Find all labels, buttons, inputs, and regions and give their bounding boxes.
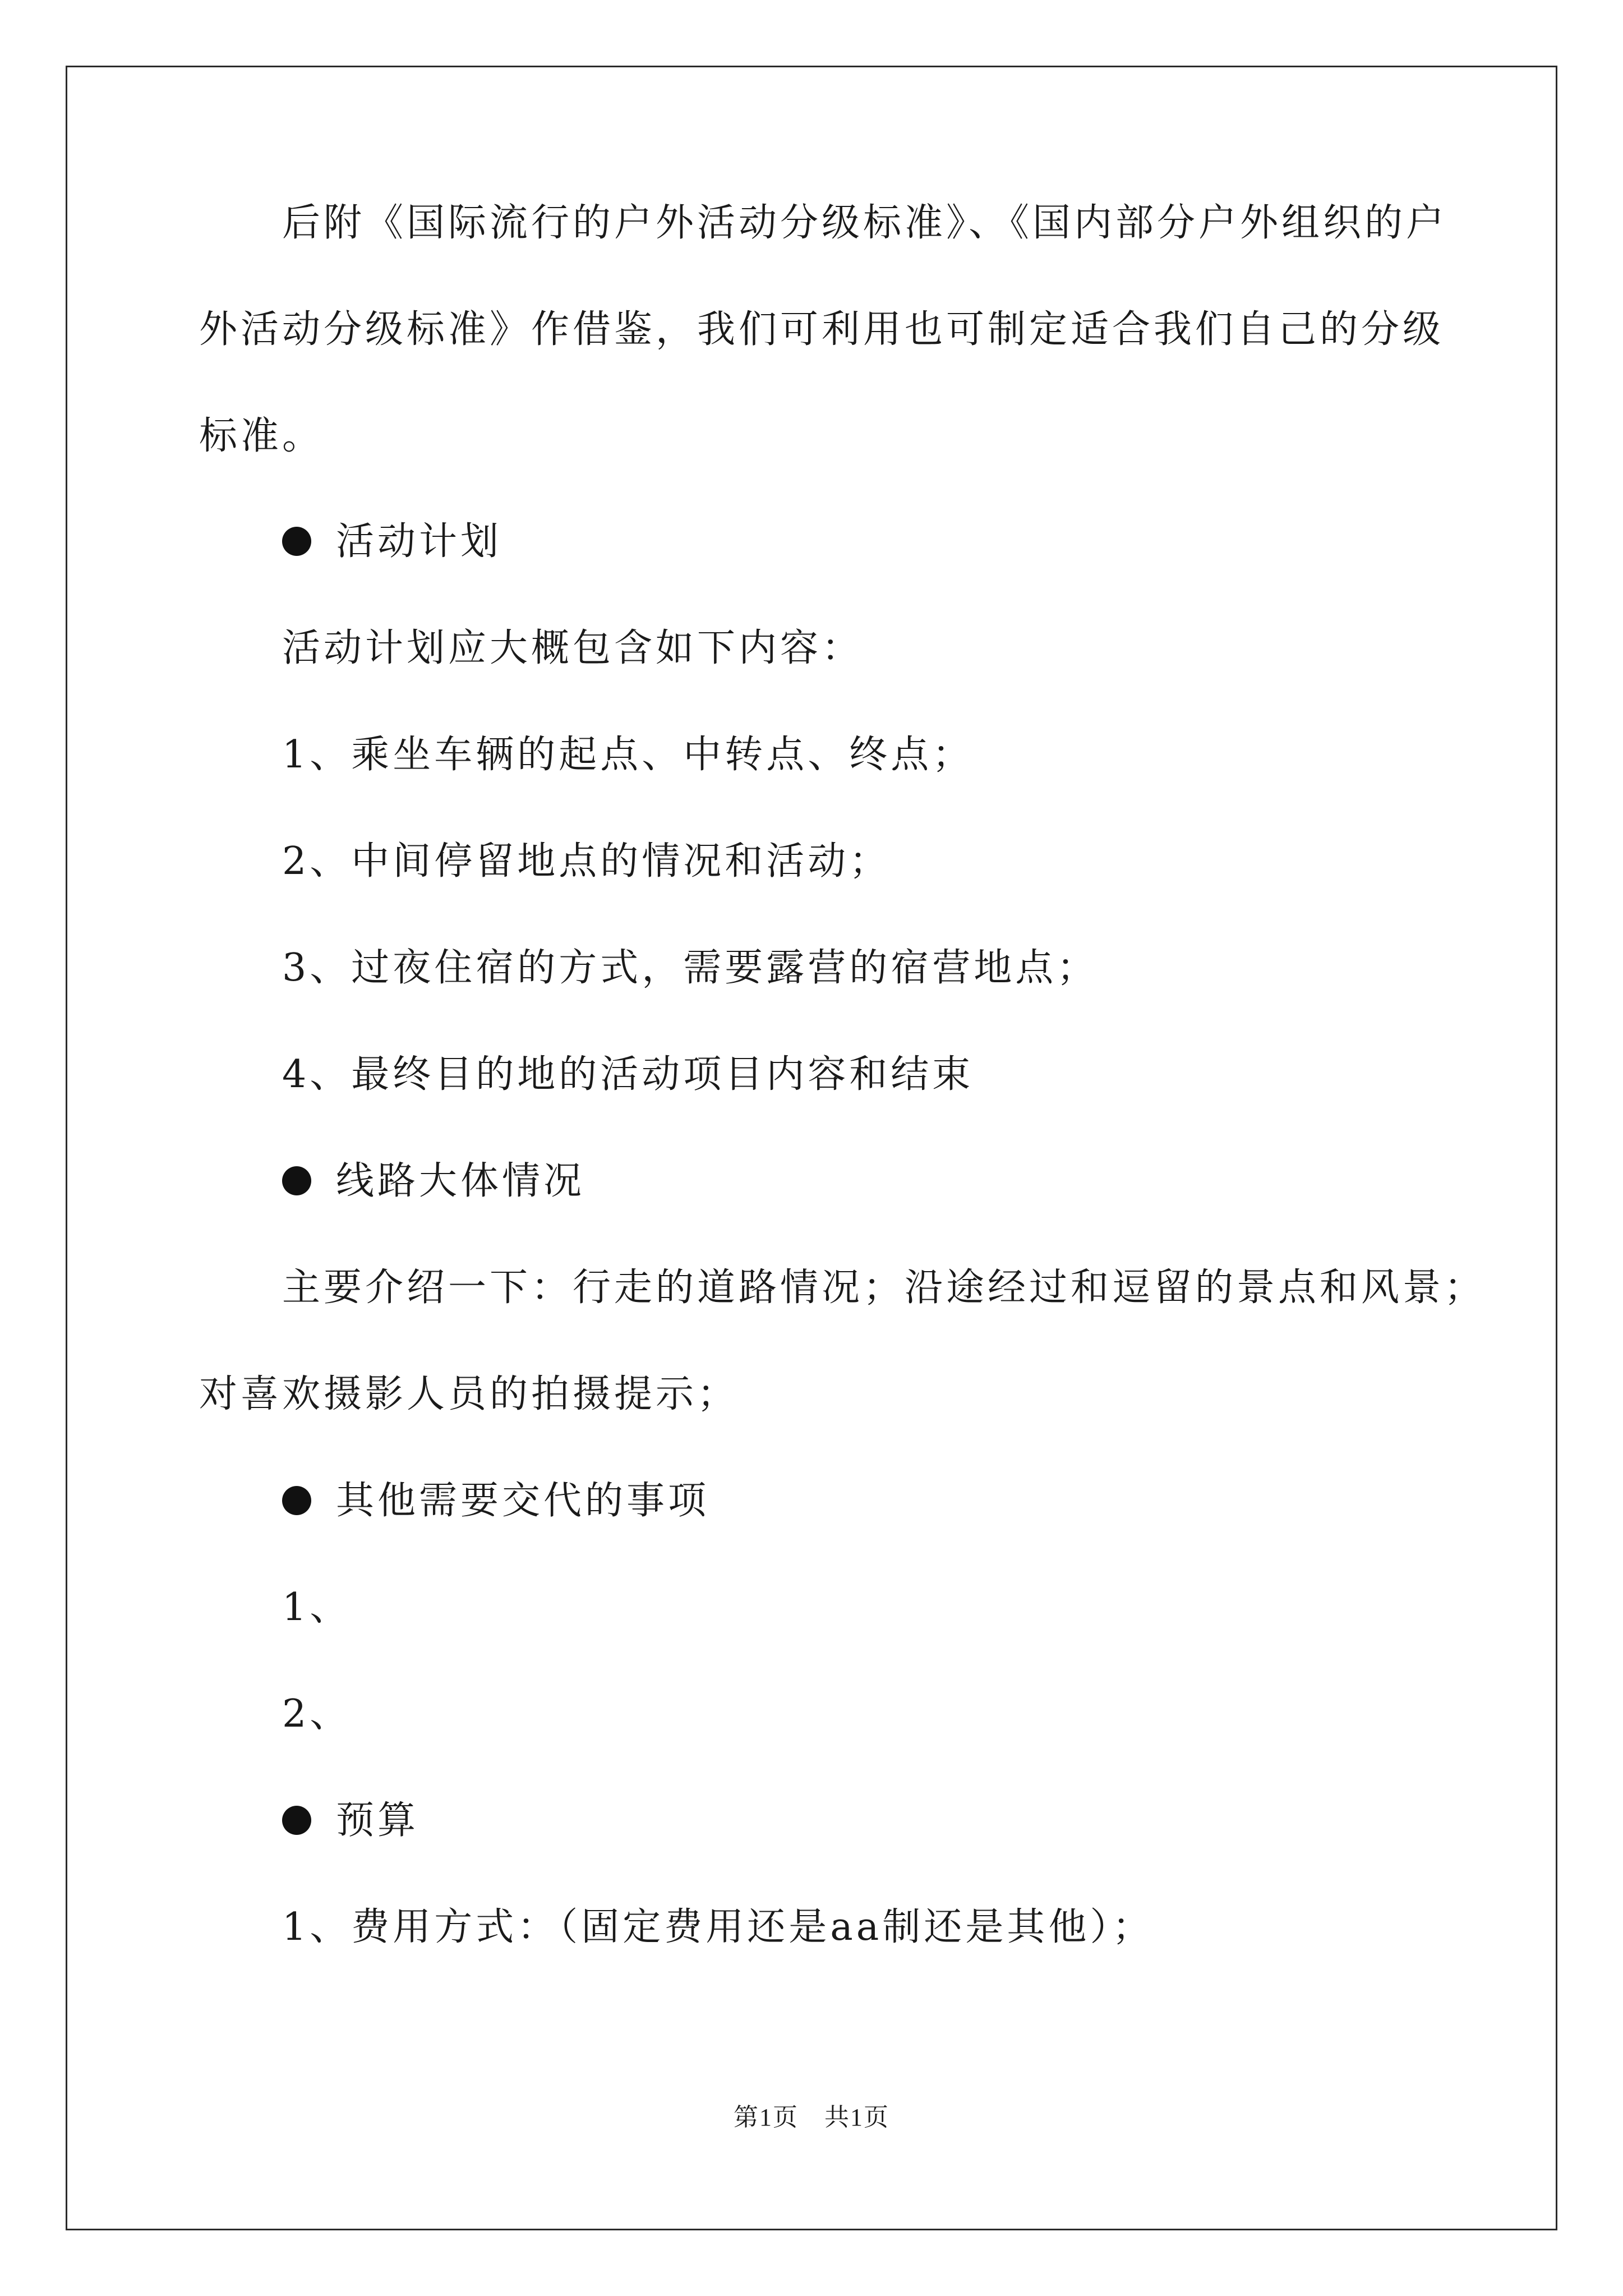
paragraph-line: 主要介绍一下：行走的道路情况；沿途经过和逗留的景点和风景；	[282, 1266, 1486, 1310]
bullet-icon	[282, 527, 311, 556]
heading-text: 预算	[336, 1798, 419, 1843]
paragraph-line: 对喜欢摄影人员的拍摄提示；	[199, 1372, 739, 1416]
list-item: 1、	[282, 1585, 352, 1630]
bullet-icon	[282, 1806, 311, 1835]
section-heading-route	[282, 1154, 585, 1208]
list-item: 3、过夜住宿的方式，需要露营的宿营地点；	[282, 946, 1099, 990]
heading-text: 其他需要交代的事项	[336, 1479, 710, 1523]
section-heading-plan	[282, 515, 502, 569]
section-heading-other	[282, 1474, 709, 1528]
section-heading-budget	[282, 1794, 419, 1848]
paragraph-line: 后附《国际流行的户外活动分级标准》、《国内部分户外组织的户	[282, 201, 1448, 245]
list-item: 2、	[282, 1692, 352, 1736]
page-footer: 第1页 共1页	[734, 2104, 889, 2131]
bullet-icon	[282, 1486, 311, 1515]
bullet-icon	[282, 1166, 311, 1195]
heading-text: 活动计划	[336, 519, 502, 564]
list-item: 4、最终目的地的活动项目内容和结束	[282, 1052, 974, 1097]
list-item: 2、中间停留地点的情况和活动；	[282, 839, 891, 884]
paragraph-line: 活动计划应大概包含如下内容：	[282, 626, 864, 670]
list-item: 1、费用方式：（固定费用还是aa制还是其他）；	[282, 1905, 1154, 1949]
paragraph-line: 外活动分级标准》作借鉴，我们可利用也可制定适合我们自己的分级	[199, 307, 1445, 352]
paragraph-line: 标准。	[199, 414, 324, 458]
heading-text: 线路大体情况	[336, 1159, 585, 1203]
list-item: 1、乘坐车辆的起点、中转点、终点；	[282, 733, 974, 777]
